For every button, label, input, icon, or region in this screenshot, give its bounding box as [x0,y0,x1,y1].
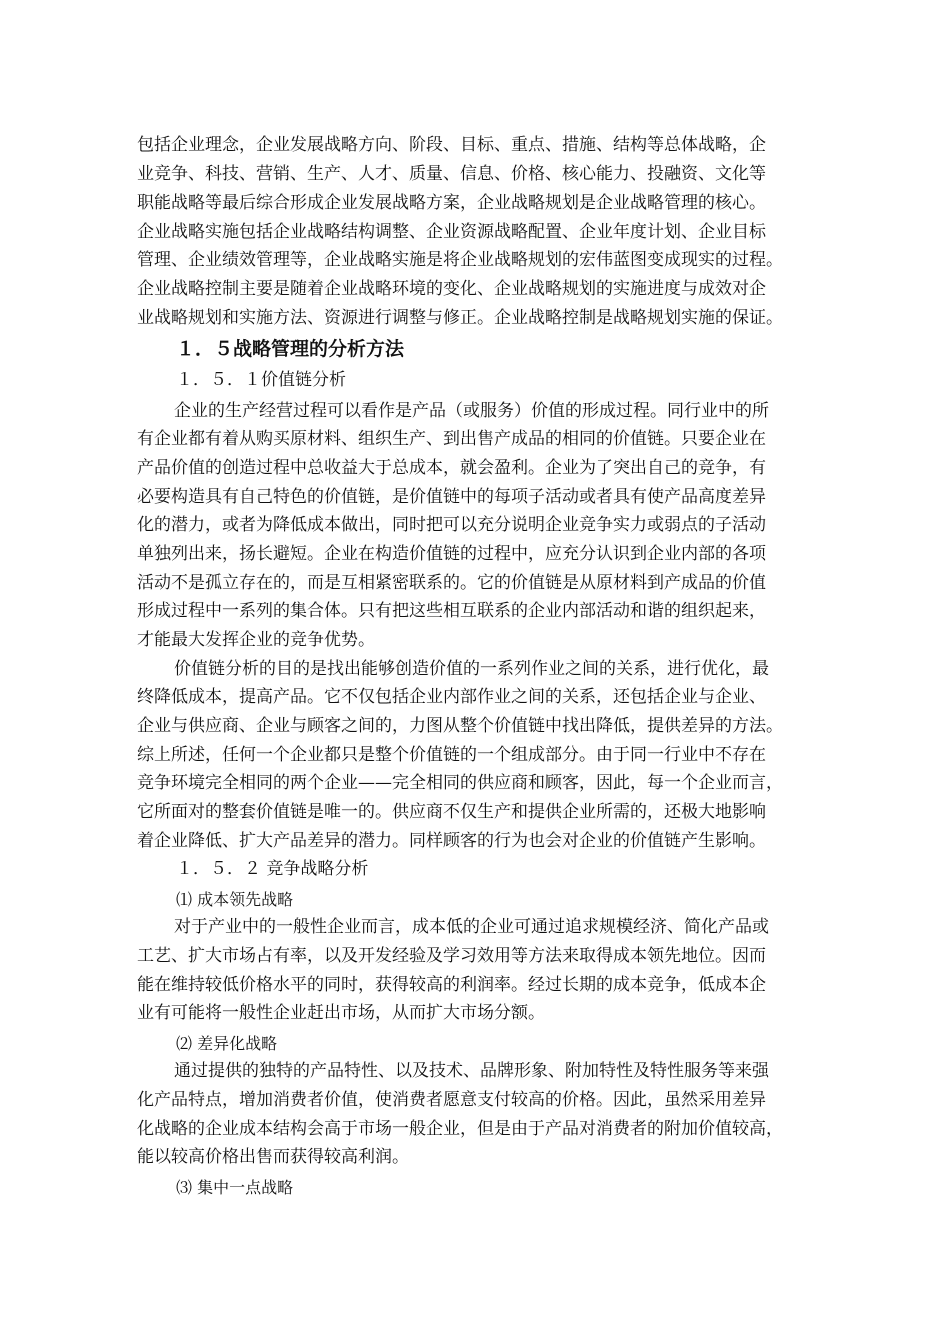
subsection-heading: １．５．２ 竞争战略分析 [176,859,369,879]
paragraph-line: 业竞争、科技、营销、生产、人才、质量、信息、价格、核心能力、投融资、文化等 [137,164,766,184]
paragraph-line: 才能最大发挥企业的竞争优势。 [137,630,375,650]
paragraph-line: 业有可能将一般性企业赶出市场，从而扩大市场分额。 [137,1003,545,1023]
paragraph-line: 活动不是孤立存在的，而是互相紧密联系的。它的价值链是从原材料到产成品的价值 [137,573,766,593]
paragraph-line: 业战略规划和实施方法、资源进行调整与修正。企业战略控制是战略规划实施的保证。 [137,308,783,328]
paragraph-line: 企业与供应商、企业与顾客之间的，力图从整个价值链中找出降低，提供差异的方法。 [137,716,783,736]
paragraph-line: 产品价值的创造过程中总收益大于总成本，就会盈利。企业为了突出自己的竞争，有 [137,458,766,478]
paragraph-line: 包括企业理念，企业发展战略方向、阶段、目标、重点、措施、结构等总体战略，企 [137,135,766,155]
paragraph-line: 终降低成本，提高产品。它不仅包括企业内部作业之间的关系，还包括企业与企业、 [137,687,766,707]
paragraph-line: 单独列出来，扬长避短。企业在构造价值链的过程中，应充分认识到企业内部的各项 [137,544,766,564]
paragraph-line: 必要构造具有自己特色的价值链，是价值链中的每项子活动或者具有使产品高度差异 [137,487,766,507]
paragraph-line: 管理、企业绩效管理等，企业战略实施是将企业战略规划的宏伟蓝图变成现实的过程。 [137,250,783,270]
paragraph-line: 化的潜力，或者为降低成本做出，同时把可以充分说明企业竞争实力或弱点的子活动 [137,515,766,535]
subsection-heading: １．５．１价值链分析 [176,370,346,390]
paragraph-line: 工艺、扩大市场占有率，以及开发经验及学习效用等方法来取得成本领先地位。因而 [137,946,766,966]
list-item-heading: ⑵ 差异化战略 [176,1034,278,1053]
paragraph-line: 综上所述，任何一个企业都只是整个价值链的一个组成部分。由于同一行业中不存在 [137,745,766,765]
paragraph-line: 对于产业中的一般性企业而言，成本低的企业可通过追求规模经济、简化产品或 [174,917,769,937]
list-item-heading: ⑶ 集中一点战略 [176,1178,294,1197]
paragraph-line: 形成过程中一系列的集合体。只有把这些相互联系的企业内部活动和谐的组织起来， [137,601,766,621]
paragraph-line: 竞争环境完全相同的两个企业——完全相同的供应商和顾客，因此，每一个企业而言， [137,773,783,793]
section-heading: １．５战略管理的分析方法 [176,338,405,360]
paragraph-line: 着企业降低、扩大产品差异的潜力。同样顾客的行为也会对企业的价值链产生影响。 [137,831,766,851]
paragraph-line: 价值链分析的目的是找出能够创造价值的一系列作业之间的关系，进行优化，最 [174,659,769,679]
paragraph-line: 企业战略控制主要是随着企业战略环境的变化、企业战略规划的实施进度与成效对企 [137,279,766,299]
paragraph-line: 有企业都有着从购买原材料、组织生产、到出售产成品的相同的价值链。只要企业在 [137,429,766,449]
list-item-heading: ⑴ 成本领先战略 [176,890,294,909]
paragraph-line: 化产品特点，增加消费者价值，使消费者愿意支付较高的价格。因此，虽然采用差异 [137,1090,766,1110]
paragraph-line: 职能战略等最后综合形成企业发展战略方案，企业战略规划是企业战略管理的核心。 [137,193,766,213]
paragraph-line: 它所面对的整套价值链是唯一的。供应商不仅生产和提供企业所需的，还极大地影响 [137,802,766,822]
paragraph-line: 通过提供的独特的产品特性、以及技术、品牌形象、附加特性及特性服务等来强 [174,1061,769,1081]
paragraph-line: 企业战略实施包括企业战略结构调整、企业资源战略配置、企业年度计划、企业目标 [137,222,766,242]
paragraph-line: 能以较高价格出售而获得较高利润。 [137,1147,409,1167]
paragraph-line: 能在维持较低价格水平的同时，获得较高的利润率。经过长期的成本竞争，低成本企 [137,975,766,995]
paragraph-line: 化战略的企业成本结构会高于市场一般企业，但是由于产品对消费者的附加价值较高， [137,1119,783,1139]
paragraph-line: 企业的生产经营过程可以看作是产品（或服务）价值的形成过程。同行业中的所 [174,401,769,421]
